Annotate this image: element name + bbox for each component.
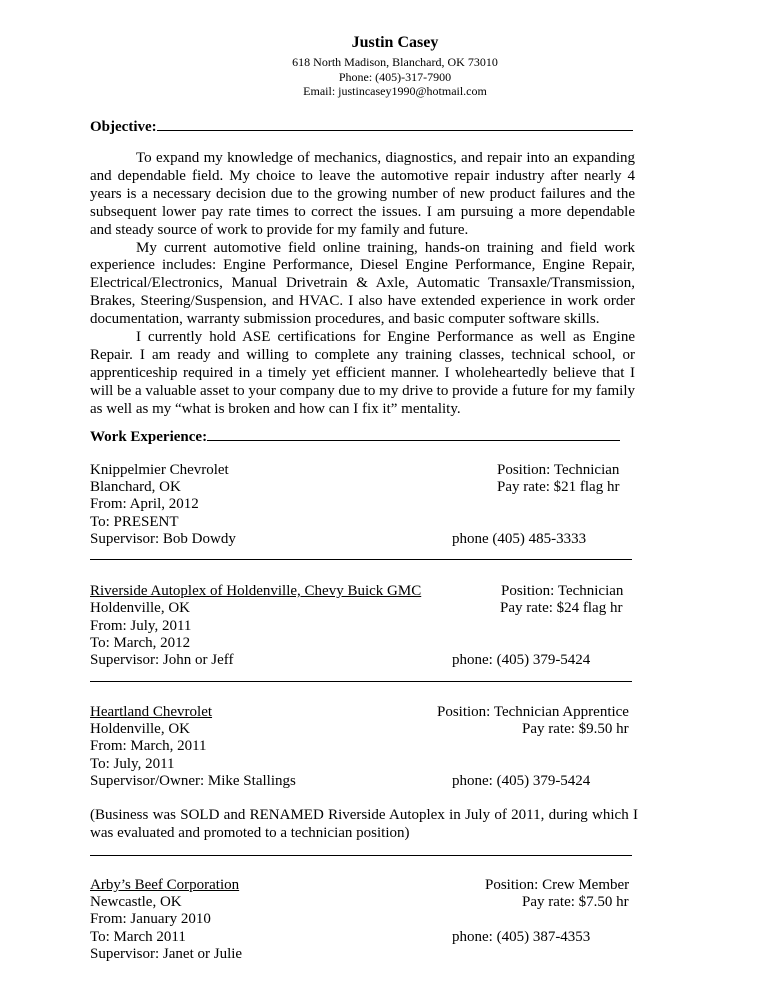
heading-rule xyxy=(207,426,620,441)
job-from-date: From: July, 2011 xyxy=(90,618,192,634)
job-to-date: To: March, 2012 xyxy=(90,635,191,651)
employer-phone: phone: (405) 379-5424 xyxy=(452,652,591,668)
employer-name: Arby’s Beef Corporation xyxy=(90,877,240,893)
job-supervisor: Supervisor: John or Jeff xyxy=(90,652,234,668)
job-note-text: (Business was SOLD and RENAMED Riverside Autoplex in July of 2011, during which I was evaluated and promoted to a technician position) xyxy=(90,807,638,841)
job-to-date: To: July, 2011 xyxy=(90,756,175,772)
job-from-date: From: March, 2011 xyxy=(90,738,207,754)
employer-phone: phone: (405) 379-5424 xyxy=(452,773,591,789)
employer-phone: phone (405) 485-3333 xyxy=(452,531,587,547)
job-position: Position: Technician xyxy=(497,462,620,478)
pay-rate: Pay rate: $9.50 hr xyxy=(522,721,629,737)
email-line: Email: justincasey1990@hotmail.com xyxy=(303,84,487,98)
job-from-date: From: April, 2012 xyxy=(90,496,199,512)
pay-rate: Pay rate: $7.50 hr xyxy=(522,894,629,910)
objective-heading-label: Objective: xyxy=(90,119,157,135)
work-heading-label: Work Experience: xyxy=(90,429,208,445)
phone-line: Phone: (405)-317-7900 xyxy=(338,70,452,84)
objective-paragraph: To expand my knowledge of mechanics, diagnostics, and repair into an expanding and dependable field. My choice to leave the automotive repair industry after nearly 4 years is a necessary decision due to the growing number of new product failures and the subsequent lower pay rate times to correct the issues. I am pursuing a more dependable and steady source of work to provide for my family and future. xyxy=(90,150,635,238)
pay-rate: Pay rate: $24 flag hr xyxy=(500,600,623,616)
job-separator xyxy=(90,559,632,560)
job-supervisor: Supervisor/Owner: Mike Stallings xyxy=(90,773,296,789)
job-supervisor: Supervisor: Janet or Julie xyxy=(90,946,243,962)
job-separator xyxy=(90,681,632,682)
applicant-name: Justin Casey xyxy=(351,34,439,51)
employer-name: Heartland Chevrolet xyxy=(90,704,213,720)
job-separator xyxy=(90,855,632,856)
job-supervisor: Supervisor: Bob Dowdy xyxy=(90,531,236,547)
job-location: Blanchard, OK xyxy=(90,479,181,495)
objective-body xyxy=(90,150,635,419)
job-to-date: To: PRESENT xyxy=(90,514,179,530)
employer-name: Riverside Autoplex of Holdenville, Chevy Buick GMC xyxy=(90,583,422,599)
job-to-date: To: March 2011 xyxy=(90,929,186,945)
pay-rate: Pay rate: $21 flag hr xyxy=(497,479,620,495)
job-location: Holdenville, OK xyxy=(90,721,190,737)
objective-paragraph: My current automotive field online training, hands-on training and field work experience includes: Engine Performance, Diesel Engine Performance, Engine Repair, Electrical/Electronics, Manual Drivetrain & Axle, Automatic Transaxle/Transmission, Brakes, Steering/Suspension, and HVAC. I also have extended experience in work order documentation, warranty submission procedures, and basic computer software skills. xyxy=(90,239,635,328)
job-from-date: From: January 2010 xyxy=(90,911,211,927)
heading-rule xyxy=(157,116,633,131)
employer-phone: phone: (405) 387-4353 xyxy=(452,929,591,945)
work-experience-heading xyxy=(90,426,620,446)
job-location: Holdenville, OK xyxy=(90,600,190,616)
employer-name: Knippelmier Chevrolet xyxy=(90,462,229,478)
job-position: Position: Technician Apprentice xyxy=(437,704,629,720)
job-position: Position: Technician xyxy=(501,583,624,599)
job-position: Position: Crew Member xyxy=(485,877,630,893)
objective-heading xyxy=(90,116,633,136)
job-note xyxy=(90,807,638,843)
job-location: Newcastle, OK xyxy=(90,894,182,910)
objective-paragraph: I currently hold ASE certifications for Engine Performance as well as Engine Repair. I am ready and willing to complete any training classes, technical school, or apprenticeship required in a timely yet efficient manner. I wholeheartedly believe that I will be a valuable asset to your company due to my drive to provide a future for my family as well as my “what is broken and how can I fix it” mentality. xyxy=(90,329,635,417)
address-line: 618 North Madison, Blanchard, OK 73010 xyxy=(292,55,498,69)
